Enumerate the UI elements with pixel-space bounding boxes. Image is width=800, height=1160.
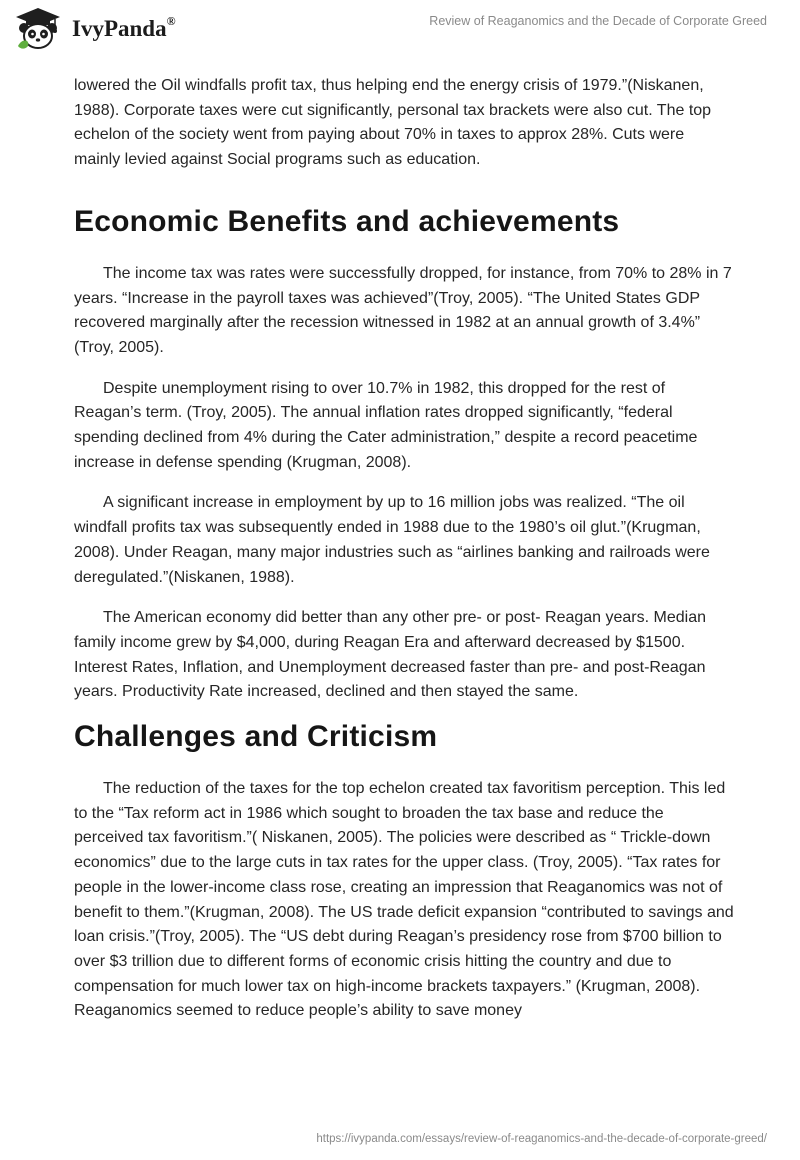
paragraph: The reduction of the taxes for the top echelon created tax favoritism perception. This led to the “Tax reform act in 1986 which sought to broaden the tax base and reduce the perceived tax favoritism.”( Niskanen, 2005). The policies were described as “ Trickle-down economics” due to the large cuts in tax rates for the upper class. (Troy, 2005). “Tax rates for people in the lower-income class rose, creating an impression that Reaganomics was not of benefit to them.”(Krugman, 2008). The US trade deficit expansion “contributed to savings and loan crisis.”(Troy, 2005). The “US debt during Reagan’s presidency rose from $700 billion to over $3 trillion due to different forms of economic crisis hitting the country and due to compensation for much lower tax on high-income brackets taxpayers.” (Krugman, 2008). Reaganomics seemed to reduce people’s ability to save money	[74, 780, 734, 1020]
section-heading-challenges: Challenges and Criticism	[74, 720, 438, 754]
paragraph: The income tax was rates were successfully dropped, for instance, from 70% to 28% in 7 years. “Increase in the payroll taxes was achieved”(Troy, 2005). “The United States GDP recovered marginally after the recession witnessed in 1982 at an annual growth of 3.4%” (Troy, 2005).	[74, 264, 732, 356]
paragraph: A significant increase in employment by up to 16 million jobs was realized. “The oil windfall profits tax was subsequently ended in 1988 due to the 1980’s oil glut.”(Krugman, 2008). Under Reagan, many major industries such as “airlines banking and railroads were deregulated.”(Niskanen, 1988).	[74, 494, 710, 586]
source-url[interactable]: https://ivypanda.com/essays/review-of-reaganomics-and-the-decade-of-corporate-greed/	[316, 1133, 767, 1145]
document-title: Review of Reaganomics and the Decade of Corporate Greed	[429, 14, 767, 28]
paragraph: Despite unemployment rising to over 10.7% in 1982, this dropped for the rest of Reagan’s term. (Troy, 2005). The annual inflation rates dropped significantly, “federal spending declined from 4% during the Cater administration,” despite a record peacetime increase in defense spending (Krugman, 2008).	[74, 379, 698, 471]
essay-body	[74, 74, 734, 1024]
section-heading-economic-benefits: Economic Benefits and achievements	[74, 204, 620, 238]
brand-name: IvyPanda®	[72, 14, 176, 41]
paragraph: lowered the Oil windfalls profit tax, thus helping end the energy crisis of 1979.”(Niskanen, 1988). Corporate taxes were cut significantly, personal tax brackets were also cut. The top echelon of the society went from paying about 70% in taxes to approx 28%. Cuts were mainly levied against Social programs such as education.	[74, 77, 712, 169]
ivypanda-logo[interactable]	[14, 6, 204, 56]
panda-graduate-icon	[14, 6, 62, 52]
page-header	[0, 0, 800, 60]
paragraph: The American economy did better than any other pre- or post- Reagan years. Median family income grew by $4,000, during Reagan Era and afterward decreased by $1500. Interest Rates, Inflation, and Unemployment decreased faster than pre- and post-Reagan years. Productivity Rate increased, declined and then stayed the same.	[74, 609, 706, 701]
